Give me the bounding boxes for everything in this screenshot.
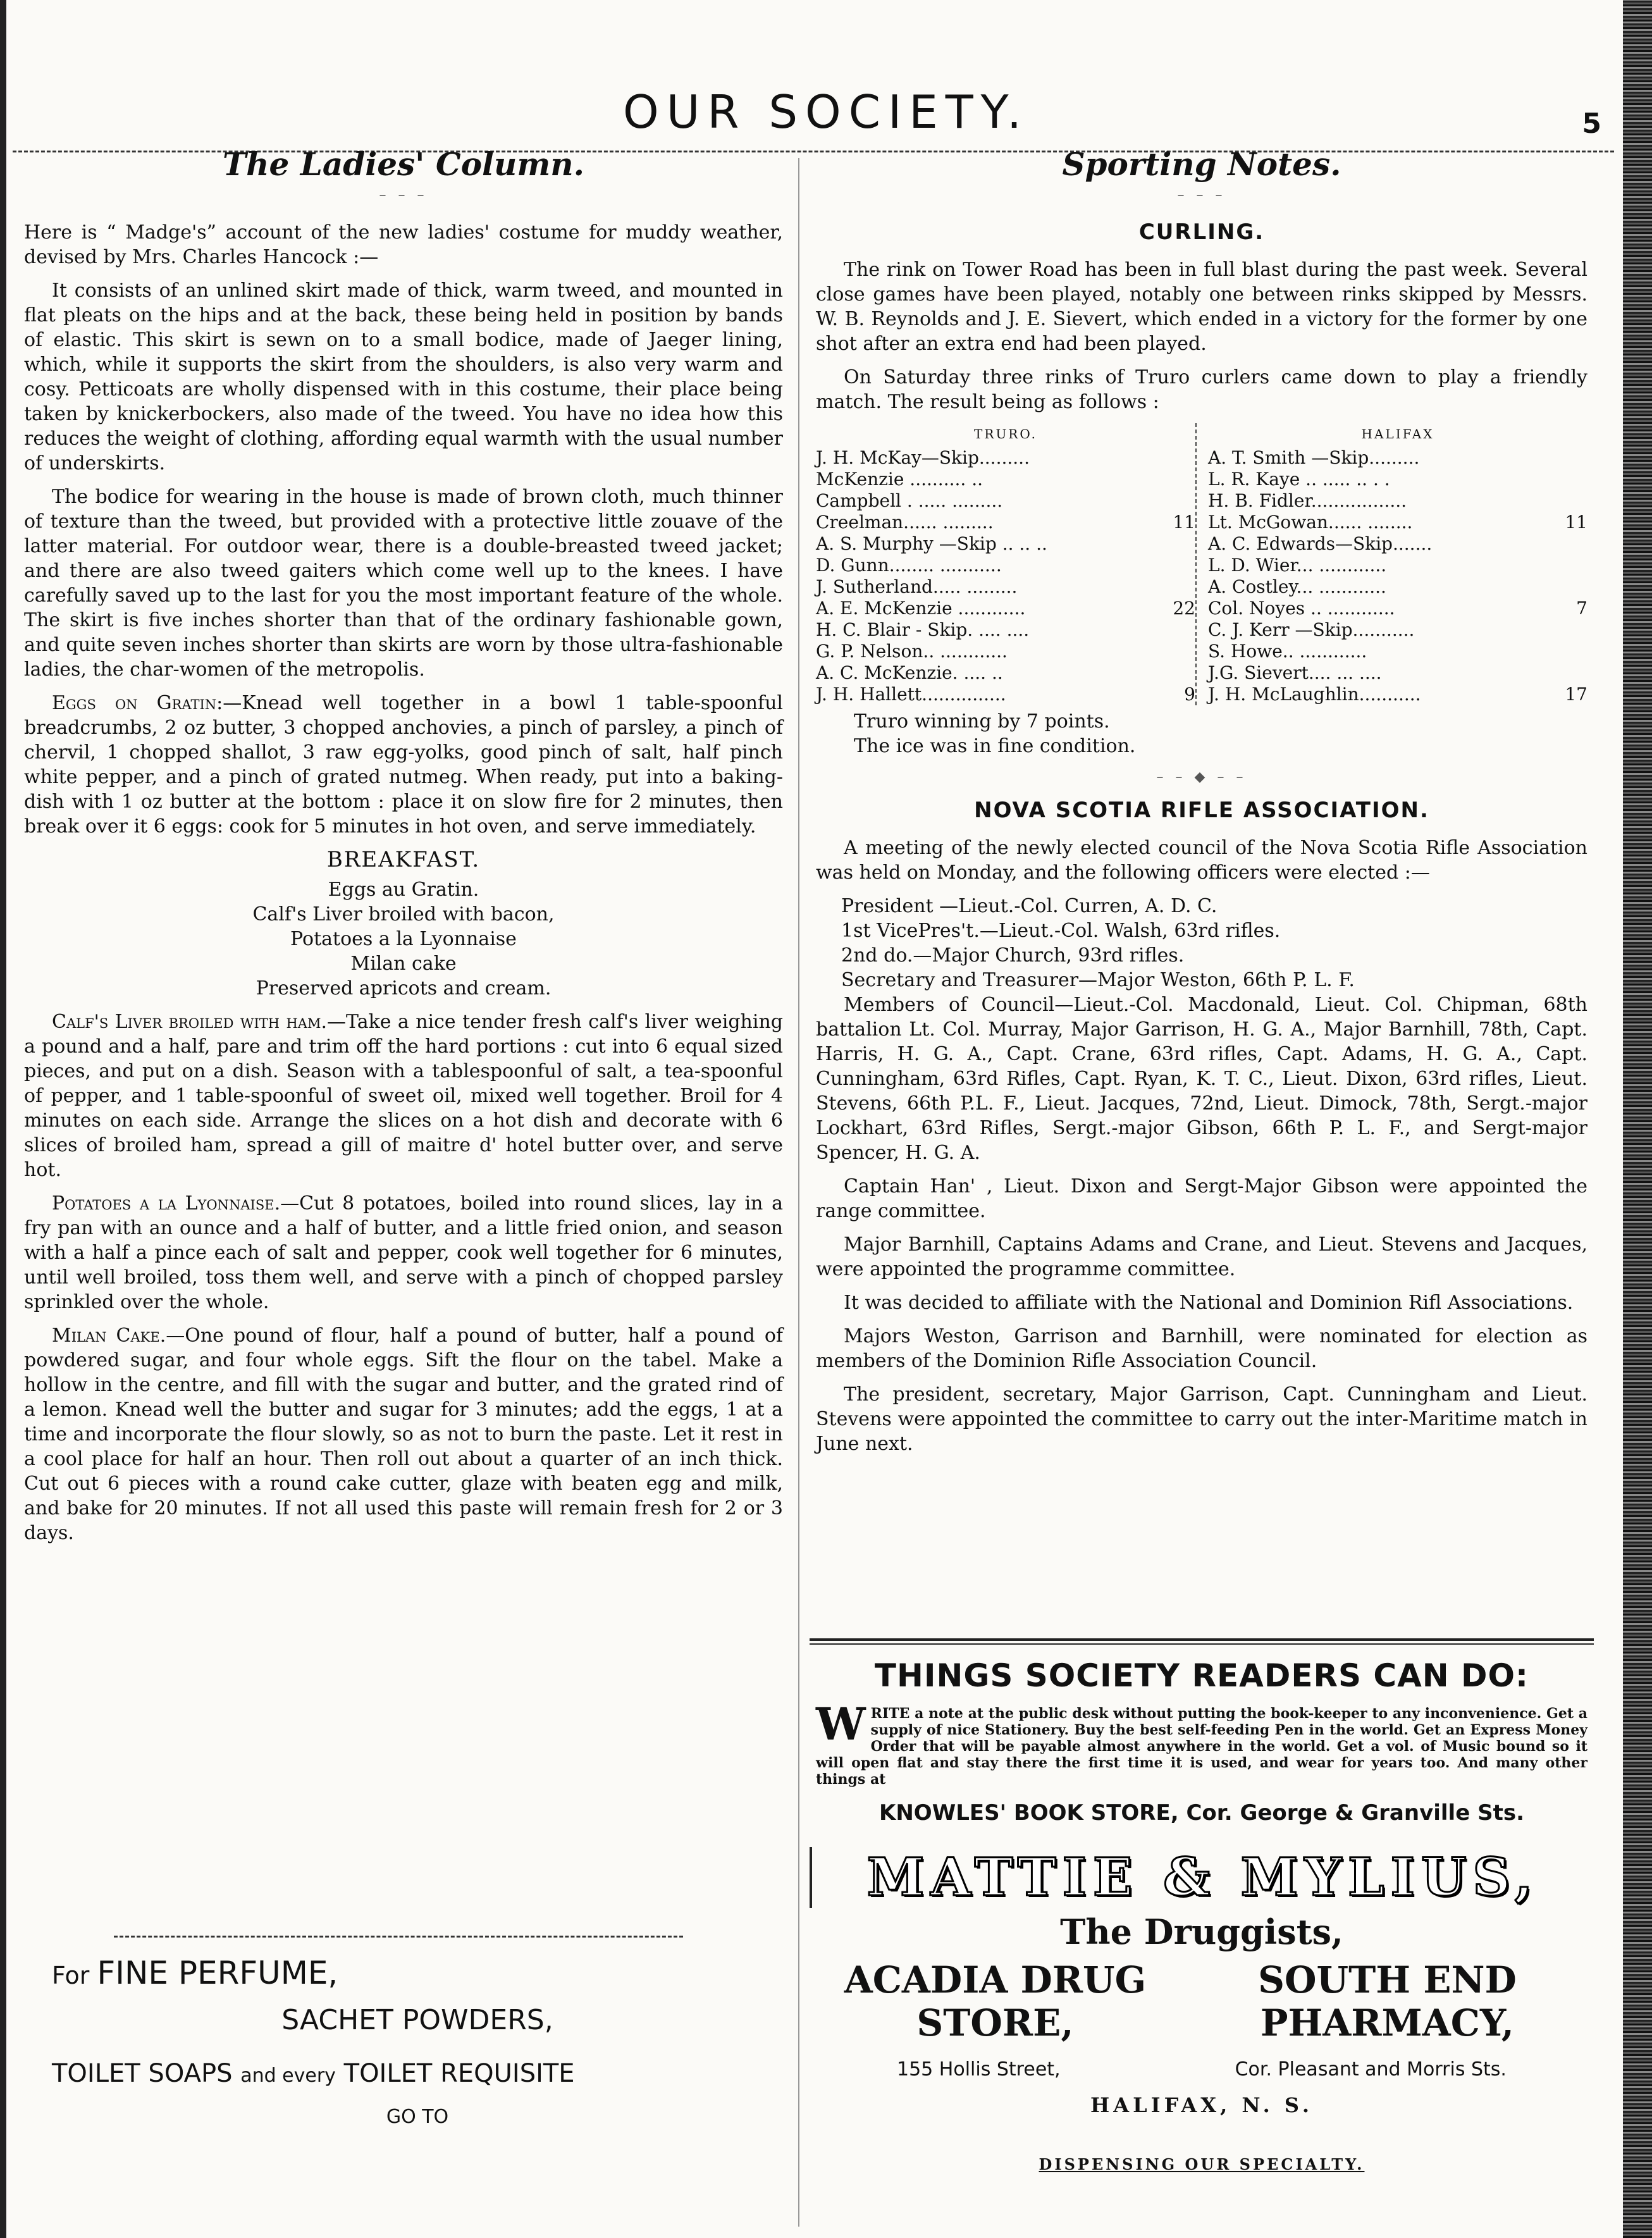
things-ad-body: [816, 1698, 1587, 1788]
truro-player-row: [816, 576, 1195, 598]
truro-player-score: [1164, 555, 1195, 576]
truro-player-score: [1164, 662, 1195, 684]
halifax-player-row: [1208, 662, 1587, 684]
store-names: [810, 1958, 1594, 2044]
dispensing-specialty: DISPENSING OUR SPECIALTY.: [1039, 2155, 1365, 2173]
halifax-player-score: [1556, 662, 1587, 684]
truro-player-score: 22: [1173, 598, 1195, 619]
truro-player-name: Campbell . ..... .........: [816, 490, 1003, 511]
truro-player-score: [1164, 447, 1195, 469]
south-end-pharmacy: SOUTH END PHARMACY,: [1258, 1958, 1517, 2044]
curling-heading: CURLING.: [1138, 219, 1265, 245]
page-number: 5: [1582, 108, 1601, 140]
truro-player-row: [816, 555, 1195, 576]
truro-player-name: A. C. McKenzie. .... ..: [816, 662, 1003, 683]
page-left-edge: [0, 0, 6, 2238]
truro-rows: [816, 447, 1195, 705]
sporting-notes-heading: Sporting Notes.: [1062, 145, 1341, 183]
perfume-toilet-soaps: TOILET SOAPS: [52, 2059, 233, 2088]
heading-separator: – – –: [1177, 187, 1226, 203]
truro-player-row: [816, 469, 1195, 490]
mattie-mylius-brand: MATTIE & MYLIUS,: [810, 1847, 1594, 1908]
rifle-range-committee: Captain Han' , Lieut. Dixon and Sergt-Major Gibson were appointed the range committee.: [816, 1175, 1587, 1222]
curling-result: Truro winning by 7 points.: [854, 710, 1110, 733]
truro-player-score: 11: [1173, 512, 1195, 533]
halifax-player-name: J.G. Sievert.... ... ....: [1208, 662, 1382, 683]
costume-skirt-paragraph: It consists of an unlined skirt made of thick, warm tweed, and mounted in flat pleats on the hips and at the back, these being held in position by bands of elastic. This skirt is sewn on to a small bodice, made of Jaeger lining, which, while it supports the skirt from the shoulders, is also very warm and cosy. Petticoats are wholly dispensed with in this costume, their place being taken by knickerbockers, also made of the tweed. You have no idea how this reduces the weight of clothing, affording equal warmth with the usual number of underskirts.: [24, 280, 783, 474]
truro-player-name: D. Gunn........ ...........: [816, 555, 1002, 576]
rifle-programme-committee: Major Barnhill, Captains Adams and Crane, and Lieut. Stevens and Jacques, were appointed the programme committee.: [816, 1233, 1587, 1280]
halifax-player-row: [1208, 619, 1587, 641]
truro-team: [816, 423, 1195, 705]
ladies-column-heading: The Ladies' Column.: [222, 145, 585, 183]
truro-player-name: J. H. McKay—Skip.........: [816, 447, 1030, 468]
milan-cake-title: Milan Cake.: [52, 1325, 166, 1347]
truro-player-name: A. S. Murphy —Skip .. .. ..: [816, 533, 1047, 554]
menu-item: Calf's Liver broiled with bacon,: [252, 903, 555, 925]
acadia-drug-store: ACADIA DRUG STORE,: [844, 1958, 1147, 2044]
truro-player-name: H. C. Blair - Skip. .... ....: [816, 619, 1030, 640]
eggs-recipe: [24, 691, 783, 839]
curling-ice-note: The ice was in fine condition.: [854, 735, 1136, 757]
halifax-player-row: [1208, 641, 1587, 662]
rifle-association-heading: NOVA SCOTIA RIFLE ASSOCIATION.: [974, 798, 1429, 823]
rifle-paragraph-1: A meeting of the newly elected council of the Nova Scotia Rifle Association was held on Monday, and the following officers were elected :—: [816, 837, 1587, 884]
curling-results-table: [816, 423, 1587, 705]
truro-player-row: [816, 598, 1195, 619]
rifle-affiliation: It was decided to affiliate with the National and Dominion Rifl Associations.: [844, 1292, 1574, 1314]
halifax-player-score: 11: [1565, 512, 1587, 533]
menu-item: Potatoes a la Lyonnaise: [290, 928, 517, 950]
druggists-tagline: The Druggists,: [1060, 1912, 1343, 1952]
potatoes-recipe-text: —Cut 8 potatoes, boiled into round slices, lay in a fry pan with an ounce and a half of butter, and a little fried onion, and season with a half a pince each of salt and pepper, cook well together for 6 minutes, until well broiled, toss them well, and serve with a pinch of chopped parsley sprinkled over the whole.: [24, 1192, 783, 1313]
costume-intro: Here is “ Madge's” account of the new ladies' costume for muddy weather, devised by Mrs. Charles Hancock :—: [24, 221, 783, 268]
halifax-player-name: A. Costley... ............: [1208, 576, 1386, 597]
halifax-player-row: [1208, 447, 1587, 469]
halifax-player-name: A. T. Smith —Skip.........: [1208, 447, 1420, 468]
truro-player-name: G. P. Nelson.. ............: [816, 641, 1008, 662]
knowles-book-store: KNOWLES' BOOK STORE, Cor. George & Granville Sts.: [878, 1800, 1525, 1826]
truro-player-row: [816, 490, 1195, 512]
perfume-line-3: [24, 2059, 783, 2088]
perfume-ad-rule: [114, 1936, 683, 1938]
things-ad-rule-top: [810, 1638, 1594, 1641]
menu-item: Eggs au Gratin.: [328, 879, 479, 901]
menu-item: Preserved apricots and cream.: [256, 977, 552, 999]
truro-player-row: [816, 447, 1195, 469]
halifax-city: HALIFAX, N. S.: [1090, 2093, 1313, 2117]
perfume-toilet-requisite: TOILET REQUISITE: [343, 2059, 575, 2088]
hollis-street-address: 155 Hollis Street,: [897, 2058, 1061, 2080]
officer-line: 2nd do.—Major Church, 93rd rifles.: [841, 944, 1185, 967]
truro-player-row: [816, 641, 1195, 662]
eggs-recipe-title: Eggs on Gratin: [52, 692, 217, 714]
officer-line: Secretary and Treasurer—Major Weston, 66th P. L. F.: [841, 969, 1355, 991]
liver-recipe-text: —Take a nice tender fresh calf's liver weighing a pound and a half, pare and trim off the hard portions : cut into 6 equal sized pieces, and put on a dish. Season with a tablespoonful of salt, a tea-spoonful of pepper, and 1 table-spoonful of sweet oil, mixed well together. Broil for 4 minutes on each side. Arrange the slices on a hot dish and decorate with 6 slices of broiled ham, spread a gill of maitre d' hotel butter over, and serve hot.: [24, 1011, 783, 1181]
section-separator: – – ◆ – –: [1156, 769, 1247, 785]
truro-player-score: [1164, 490, 1195, 512]
perfume-goto: GO TO: [386, 2106, 449, 2128]
halifax-player-name: S. Howe.. ............: [1208, 641, 1367, 662]
truro-player-row: [816, 512, 1195, 533]
halifax-player-score: [1556, 576, 1587, 598]
things-ad-title: THINGS SOCIETY READERS CAN DO:: [874, 1657, 1529, 1694]
heading-separator: – – –: [379, 187, 428, 203]
column-divider: [798, 158, 799, 2227]
truro-player-name: J. H. Hallett...............: [816, 684, 1006, 705]
halifax-player-name: L. R. Kaye .. ..... .. . .: [1208, 469, 1390, 490]
truro-player-name: A. E. McKenzie ............: [816, 598, 1026, 619]
truro-player-name: J. Sutherland..... .........: [816, 576, 1018, 597]
rifle-inter-maritime: The president, secretary, Major Garrison, Capt. Cunningham and Lieut. Stevens were appointed the committee to carry out the inter-Maritime match in June next.: [816, 1383, 1587, 1455]
potatoes-recipe-title: Potatoes a la Lyonnaise.: [52, 1192, 281, 1215]
halifax-label: HALIFAX: [1361, 426, 1434, 442]
costume-bodice-paragraph: The bodice for wearing in the house is made of brown cloth, much thinner of texture than the tweed, but provided with a protective little zouave of the latter material. For outdoor wear, there is a double-breasted tweed jacket; and there are also tweed gaiters which come well up to the knees. I have carefully saved up to the last for you the most important feature of the whole. The skirt is five inches shorter than that of the ordinary fashionable gown, and quite seven inches shorter than skirts are worn by those ultra-fashionable ladies, the char-women of the metropolis.: [24, 486, 783, 681]
halifax-rows: [1208, 447, 1587, 705]
truro-player-name: Creelman...... .........: [816, 512, 994, 533]
halifax-player-score: [1556, 533, 1587, 555]
halifax-player-row: [1208, 555, 1587, 576]
mattie-mylius-advertisement: [810, 1847, 1594, 2173]
things-ad-text: RITE a note at the public desk without putting the book-keeper to any inconvenience. Get a supply of nice Stationery. Buy the best self-feeding Pen in the world. Get an Express Money Order that will be payable almost anywhere in the world. Get a vol. of Music bound so it will open flat and stay there the first time it is used, and wear for years too. And many other things at: [816, 1705, 1587, 1788]
halifax-player-score: [1556, 641, 1587, 662]
milan-cake-recipe: [24, 1323, 783, 1545]
halifax-player-row: [1208, 533, 1587, 555]
truro-player-row: [816, 684, 1195, 705]
truro-player-row: [816, 662, 1195, 684]
halifax-player-name: J. H. McLaughlin...........: [1208, 684, 1421, 705]
council-members: Members of Council—Lieut.-Col. Macdonald, Lieut. Col. Chipman, 68th battalion Lt. Col. Murray, Major Garrison, H. G. A., Major Barnhill, 78th, Capt. Harris, H. G. A., Capt. Crane, 63rd rifles, Capt. Adams, H. G. A., Capt. Cunningham, 63rd Rifles, Capt. Ryan, K. T. C., Lieut. Dixon, 63rd rifles, Lieut. Stevens, 66th P.L. F., Lieut. Jacques, 72nd, Lieut. Dimock, 78th, Sergt.-major Lockhart, 63rd Rifles, Sergt.-major Gibson, 66th P. L. F., and Sergt-major Spencer, H. G. A.: [816, 994, 1587, 1164]
menu-item: Milan cake: [350, 953, 457, 975]
potatoes-recipe: [24, 1191, 783, 1314]
things-ad-dropcap: W: [816, 1698, 866, 1750]
officer-line: 1st VicePres't.—Lieut.-Col. Walsh, 63rd rifles.: [841, 920, 1281, 942]
perfume-sachet: SACHET POWDERS,: [281, 2004, 553, 2036]
truro-player-row: [816, 619, 1195, 641]
truro-player-row: [816, 533, 1195, 555]
halifax-team: [1195, 423, 1587, 705]
curling-paragraph-1: The rink on Tower Road has been in full blast during the past week. Several close games have been played, notably one between rinks skipped by Messrs. W. B. Reynolds and J. E. Sievert, which ended in a victory for the former by one shot after an extra end had been played.: [816, 259, 1587, 355]
halifax-player-name: L. D. Wier... ............: [1208, 555, 1387, 576]
halifax-player-row: [1208, 684, 1587, 705]
halifax-player-row: [1208, 598, 1587, 619]
ladies-column: [24, 145, 783, 1554]
halifax-player-score: [1556, 447, 1587, 469]
perfume-advertisement: [24, 1955, 783, 2128]
perfume-and-every: and every: [240, 2065, 336, 2087]
halifax-player-score: [1556, 555, 1587, 576]
halifax-player-row: [1208, 576, 1587, 598]
halifax-player-name: A. C. Edwards—Skip.......: [1208, 533, 1433, 554]
truro-player-score: [1164, 619, 1195, 641]
truro-label: TRURO.: [974, 426, 1037, 442]
perfume-for: For: [52, 1962, 90, 1989]
truro-player-score: [1164, 469, 1195, 490]
things-society-advertisement: [816, 1645, 1587, 1826]
milan-cake-text: —One pound of flour, half a pound of butter, half a pound of powdered sugar, and four whole eggs. Sift the flour on the tabel. Make a hollow in the centre, and fill with the sugar and butter, and the grated rind of a lemon. Knead well the butter and sugar for 3 minutes; add the eggs, 1 at a time and incorporate the flour slowly, so as not to burn the paste. Let it rest in a cool place for half an hour. Then roll out about a quarter of an inch thick. Cut out 6 pieces with a round cake cutter, glaze with beaten egg and milk, and bake for 20 minutes. If not all used this paste will remain fresh for 2 or 3 days.: [24, 1325, 783, 1544]
eggs-recipe-text: :—Knead well together in a bowl 1 table-spoonful breadcrumbs, 2 oz butter, 3 chopped anchovies, a pinch of parsley, a pinch of chervil, 1 chopped shallot, 3 raw egg-yolks, good pinch of salt, half pinch white pepper, and a pinch of grated nutmeg. When ready, put into a baking-dish with 1 oz butter at the bottom : place it on slow fire for 2 minutes, then break over it 6 eggs: cook for 5 minutes in hot oven, and serve immediately.: [24, 692, 783, 838]
halifax-player-name: C. J. Kerr —Skip...........: [1208, 619, 1415, 640]
rifle-nominations: Majors Weston, Garrison and Barnhill, were nominated for election as members of the Dominion Rifle Association Council.: [816, 1325, 1587, 1372]
halifax-player-name: Col. Noyes .. ............: [1208, 598, 1395, 619]
halifax-player-score: [1556, 619, 1587, 641]
liver-recipe-title: Calf's Liver broiled with ham.: [52, 1011, 328, 1033]
liver-recipe: [24, 1010, 783, 1182]
masthead-title: OUR SOCIETY.: [623, 85, 1029, 139]
halifax-player-row: [1208, 490, 1587, 512]
truro-player-score: 9: [1184, 684, 1195, 705]
halifax-player-score: [1556, 490, 1587, 512]
halifax-player-row: [1208, 469, 1587, 490]
breakfast-heading: BREAKFAST.: [326, 847, 481, 872]
truro-player-score: [1164, 533, 1195, 555]
page-right-edge: [1623, 0, 1652, 2238]
curling-paragraph-2: On Saturday three rinks of Truro curlers came down to play a friendly match. The result being as follows :: [816, 366, 1587, 413]
halifax-player-score: 7: [1576, 598, 1587, 619]
halifax-player-score: 17: [1565, 684, 1587, 705]
truro-player-name: McKenzie .......... ..: [816, 469, 983, 490]
sporting-column: [816, 145, 1587, 1465]
halifax-player-score: [1556, 469, 1587, 490]
halifax-player-name: Lt. McGowan...... ........: [1208, 512, 1413, 533]
truro-player-score: [1164, 576, 1195, 598]
halifax-player-row: [1208, 512, 1587, 533]
perfume-line-1: [24, 1955, 783, 1991]
pleasant-morris-address: Cor. Pleasant and Morris Sts.: [1235, 2058, 1507, 2080]
store-addresses: [810, 2058, 1594, 2080]
perfume-fine-perfume: FINE PERFUME,: [97, 1955, 338, 1991]
officer-line: President —Lieut.-Col. Curren, A. D. C.: [841, 895, 1217, 917]
truro-player-score: [1164, 641, 1195, 662]
halifax-player-name: H. B. Fidler.................: [1208, 490, 1407, 511]
